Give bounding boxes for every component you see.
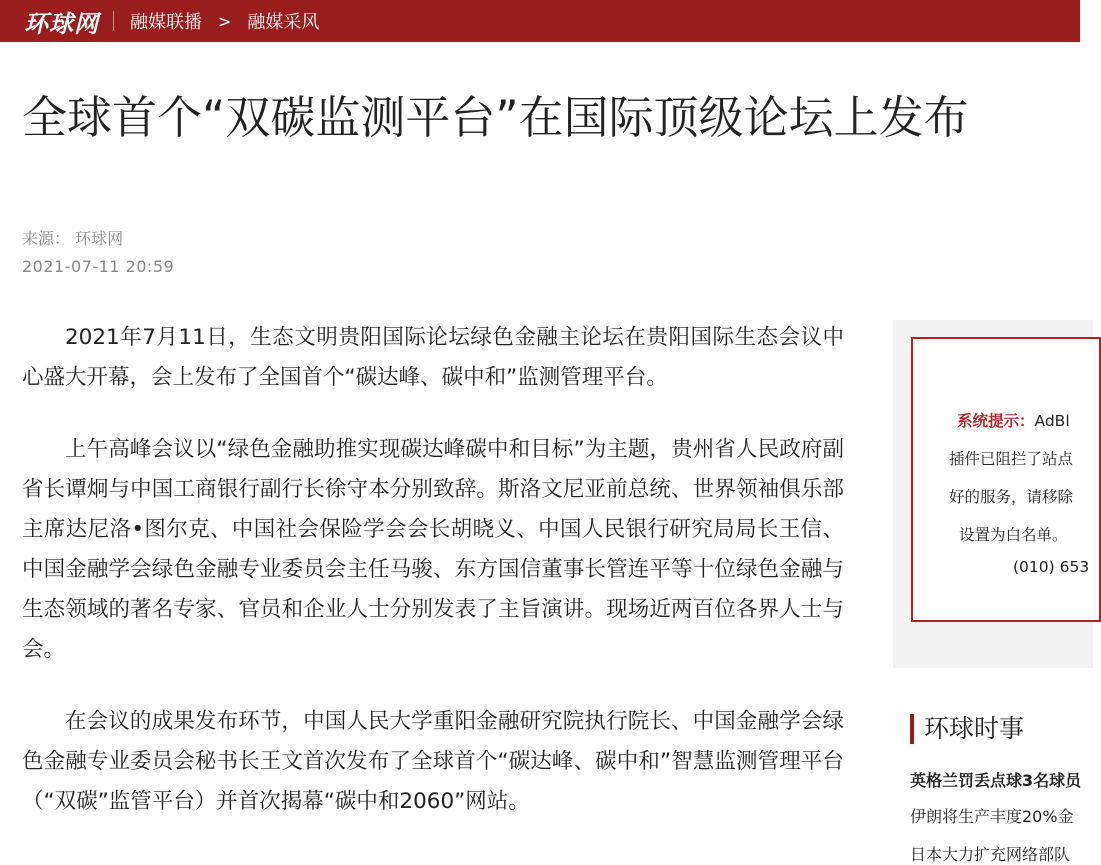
adblock-notice-line-4: 设置为白名单。 bbox=[959, 526, 1068, 544]
adblock-notice-line-1 bbox=[957, 409, 1070, 431]
nav-divider bbox=[113, 11, 114, 31]
top-nav-bar bbox=[0, 0, 1080, 42]
article-title: 全球首个“双碳监测平台”在国际顶级论坛上发布 bbox=[22, 91, 969, 144]
news-list-item-3[interactable]: 日本大力扩充网络部队 bbox=[910, 845, 1071, 864]
article-paragraph-1: 2021年7月11日，生态文明贵阳国际论坛绿色金融主论坛在贵阳国际生态会议中心盛大开幕，会上发布了全国首个“碳达峰、碳中和”监测管理平台。 bbox=[22, 325, 844, 390]
article-timestamp: 2021-07-11 20:59 bbox=[22, 257, 175, 276]
breadcrumb-chevron-icon: > bbox=[218, 11, 232, 31]
article-paragraph-2: 上午高峰会议以“绿色金融助推实现碳达峰碳中和目标”为主题，贵州省人民政府副省长谭炯与中国工商银行副行长徐守本分别致辞。斯洛文尼亚前总统、世界领袖俱乐部主席达尼洛•图尔克、中国社会保险学会会长胡晓义、中国人民银行研究局局长王信、中国金融学会绿色金融专业委员会主任马骏、东方国信董事长管连平等十位绿色金融与生态领域的著名专家、官员和企业人士分别发表了主旨演讲。现场近两百位各界人士与会。 bbox=[22, 437, 844, 662]
adblock-notice-phone: (010) 653 bbox=[1013, 558, 1090, 576]
article-body bbox=[22, 318, 844, 854]
adblock-notice-line-3: 好的服务，请移除 bbox=[949, 488, 1074, 506]
news-list-item-2[interactable]: 伊朗将生产丰度20%金 bbox=[910, 807, 1074, 826]
article-paragraph-3: 在会议的成果发布环节，中国人民大学重阳金融研究院执行院长、中国金融学会绿色金融专业委员会秘书长王文首次发布了全球首个“碳达峰、碳中和”智慧监测管理平台（“双碳”监管平台）并首次揭幕“碳中和2060”网站。 bbox=[22, 709, 844, 814]
adblock-notice-label: 系统提示： bbox=[957, 412, 1035, 430]
news-list-item-1[interactable]: 英格兰罚丢点球3名球员 bbox=[910, 771, 1082, 790]
article-source: 来源： 环球网 bbox=[22, 229, 124, 248]
site-logo[interactable]: 环球网 bbox=[24, 9, 99, 38]
adblock-notice-line-2: 插件已阻拦了站点 bbox=[949, 450, 1074, 468]
adblock-notice bbox=[911, 337, 1101, 622]
breadcrumb-item-rongmei-caifeng[interactable]: 融媒采风 bbox=[247, 12, 320, 33]
breadcrumb-item-rongmei-lianbo[interactable]: 融媒联播 bbox=[130, 12, 202, 33]
adblock-notice-text-1: AdBl bbox=[1034, 412, 1070, 430]
sidebar-news-heading: 环球时事 bbox=[910, 714, 1024, 744]
